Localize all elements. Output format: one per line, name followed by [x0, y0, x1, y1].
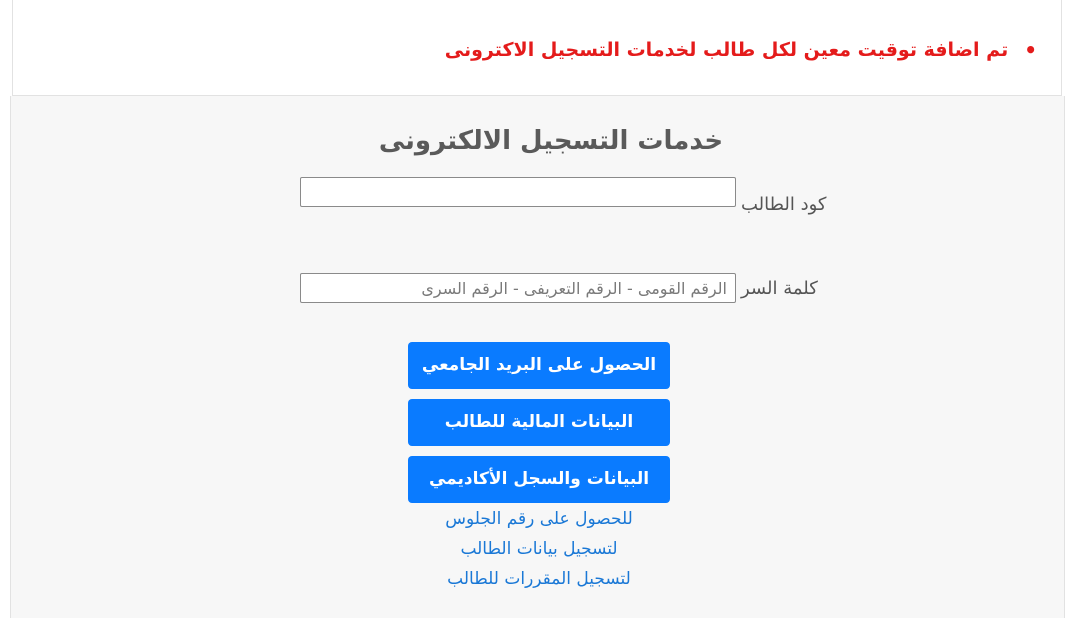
password-input[interactable] — [300, 273, 736, 303]
seat-number-link[interactable]: للحصول على رقم الجلوس — [445, 509, 633, 529]
student-data-link[interactable]: لتسجيل بيانات الطالب — [460, 539, 618, 559]
academic-record-button[interactable]: البيانات والسجل الأكاديمي — [408, 456, 670, 503]
notice-panel — [12, 0, 1062, 96]
page-title: خدمات التسجيل الالكترونى — [378, 126, 724, 156]
notice-text: تم اضافة توقيت معين لكل طالب لخدمات التسجيل الاكترونى — [444, 39, 1009, 61]
password-label: كلمة السر — [741, 278, 818, 299]
registration-panel — [10, 96, 1065, 618]
student-code-input[interactable] — [300, 177, 736, 207]
university-email-button[interactable]: الحصول على البريد الجامعي — [408, 342, 670, 389]
financial-data-button[interactable]: البيانات المالية للطالب — [408, 399, 670, 446]
course-registration-link[interactable]: لتسجيل المقررات للطالب — [447, 569, 631, 589]
notice-item — [445, 38, 1037, 62]
student-code-label: كود الطالب — [741, 194, 827, 215]
notice-bullet: • — [1024, 38, 1037, 62]
